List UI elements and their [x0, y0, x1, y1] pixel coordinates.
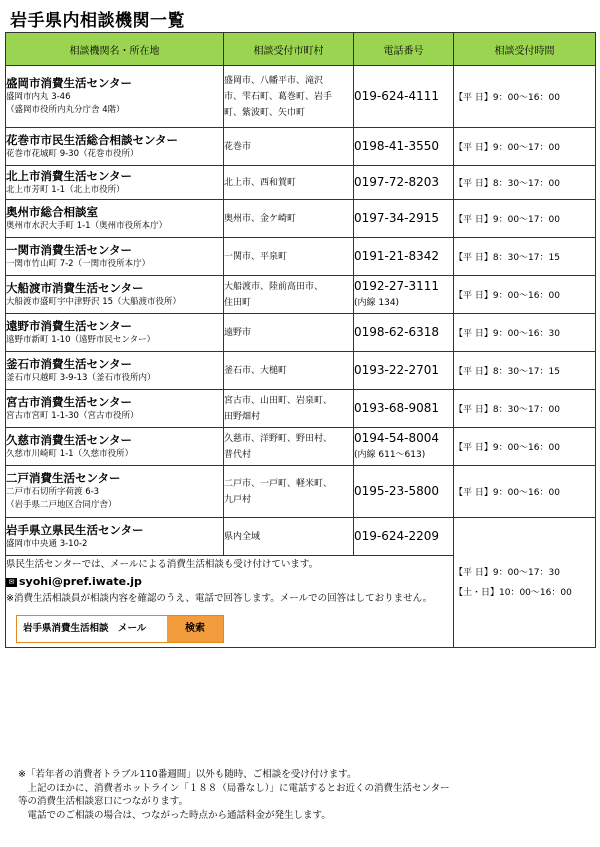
organization-cell — [6, 66, 224, 128]
area-line: 二戸市、一戸町、軽米町、 — [224, 478, 333, 489]
area-line: 花巻市 — [224, 141, 252, 152]
footnote: 上記のほかに、消費者ホットライン「１８８（局番なし）」に電話するとお近くの消費生活センター — [18, 782, 450, 794]
organization-cell — [6, 390, 224, 428]
area-line: 宮古市、山田町、岩泉町、 — [224, 395, 333, 406]
table-row — [6, 200, 596, 238]
header-hours: 相談受付時間 — [454, 33, 596, 66]
area-cell — [224, 314, 354, 352]
area-line: 大船渡市、陸前高田市、 — [224, 281, 324, 292]
organization-address: 宮古市宮町 1-1-30（宮古市役所） — [6, 410, 139, 421]
organization-address: （岩手県二戸地区合同庁舎） — [6, 500, 117, 510]
organization-name: 久慈市消費生活センター — [6, 432, 133, 447]
table-row — [6, 238, 596, 276]
area-cell — [224, 390, 354, 428]
organization-address: 釜石市只越町 3-9-13（釜石市役所内） — [6, 372, 156, 383]
organization-name: 奥州市総合相談室 — [6, 204, 98, 219]
footnote: ※「若年者の消費者トラブル110番週間」以外も随時、ご相談を受け付けます。 — [18, 769, 357, 780]
organization-name: 花巻市市民生活総合相談センター — [6, 132, 179, 147]
organization-address: 盛岡市中央通 3-10-2 — [6, 538, 88, 549]
table-row — [6, 276, 596, 314]
search-button[interactable]: 検索 — [167, 616, 223, 642]
phone-number: 0192-27-3111 — [354, 278, 440, 293]
organization-name: 二戸消費生活センター — [6, 471, 121, 485]
organization-name: 釜石市消費生活センター — [6, 356, 133, 371]
tel-cell — [354, 200, 454, 238]
area-cell — [224, 352, 354, 390]
email-address[interactable] — [6, 573, 453, 590]
hours-cell: 【平 日】8：30～17：00 — [454, 390, 596, 428]
hours-cell — [454, 518, 596, 648]
hours-cell: 【平 日】9：00～16：00 — [454, 276, 596, 314]
phone-number: 0198-41-3550 — [354, 139, 440, 153]
organization-address: 遠野市新町 1-10（遠野市民センター） — [6, 334, 156, 345]
phone-number: 0193-22-2701 — [354, 363, 440, 377]
phone-number: 0197-34-2915 — [354, 211, 440, 225]
organization-address: 北上市芳町 1-1（北上市役所） — [6, 184, 125, 195]
mail-icon: ✉ — [6, 578, 17, 587]
hours-cell: 【平 日】8：30～17：00 — [454, 166, 596, 200]
hours-cell: 【平 日】9：00～17：00 — [454, 200, 596, 238]
area-cell — [224, 276, 354, 314]
area-line: 遠野市 — [224, 327, 252, 338]
organization-name: 一関市消費生活センター — [6, 242, 133, 257]
hours-cell: 【平 日】8：30～17：15 — [454, 238, 596, 276]
hours-cell: 【平 日】9：00～16：00 — [454, 66, 596, 128]
area-line: 田野畑村 — [224, 411, 261, 422]
organization-address: 花巻市花城町 9-30（花巻市役所） — [6, 148, 139, 159]
phone-number: 0195-23-5800 — [354, 484, 440, 498]
area-cell — [224, 128, 354, 166]
phone-number: 019-624-4111 — [354, 89, 440, 103]
area-line: 普代村 — [224, 449, 252, 460]
hours-cell: 【平 日】9：00～16：00 — [454, 428, 596, 466]
organization-cell — [6, 518, 224, 556]
table-row — [6, 518, 596, 556]
table-row — [6, 390, 596, 428]
phone-number: 0197-72-8203 — [354, 175, 440, 189]
organization-cell — [6, 352, 224, 390]
tel-cell — [354, 390, 454, 428]
phone-number: 019-624-2209 — [354, 518, 454, 556]
phone-number: 0194-54-8004 — [354, 430, 440, 445]
organization-name: 岩手県立県民生活センター — [6, 522, 144, 537]
area-cell — [224, 238, 354, 276]
tel-cell — [354, 66, 454, 128]
email-info-cell — [6, 556, 454, 648]
area-line: 盛岡市、八幡平市、滝沢 — [224, 75, 324, 86]
phone-number: 0193-68-9081 — [354, 401, 440, 415]
email-note: 県民生活センターでは、メールによる消費生活相談も受け付けています。 — [6, 559, 319, 570]
area-cell — [224, 166, 354, 200]
area-line: 市、雫石町、葛巻町、岩手 — [224, 91, 333, 102]
consultation-table — [5, 32, 596, 648]
organization-cell — [6, 428, 224, 466]
area-line: 九戸村 — [224, 494, 252, 505]
weekend-hours: 【土・日】10：00～16：00 — [454, 587, 572, 598]
area-line: 久慈市、洋野町、野田村、 — [224, 433, 333, 444]
footnote: 等の消費生活相談窓口につながります。 — [18, 796, 189, 807]
organization-cell — [6, 238, 224, 276]
organization-address: 盛岡市内丸 3-46 — [6, 92, 71, 102]
table-row — [6, 166, 596, 200]
table-row — [6, 352, 596, 390]
area-line: 北上市、西和賀町 — [224, 177, 297, 188]
table-row — [6, 314, 596, 352]
area-cell — [224, 428, 354, 466]
organization-address: （盛岡市役所内丸分庁舎 4階） — [6, 105, 125, 115]
page-title: 岩手県内相談機関一覧 — [10, 11, 185, 31]
hours-cell: 【平 日】8：30～17：15 — [454, 352, 596, 390]
header-tel: 電話番号 — [354, 33, 454, 66]
tel-cell — [354, 166, 454, 200]
area-cell: 県内全域 — [224, 518, 354, 556]
area-cell — [224, 466, 354, 518]
table-row — [6, 466, 596, 518]
table-header-row — [6, 33, 596, 66]
phone-number: 0191-21-8342 — [354, 249, 440, 263]
organization-cell — [6, 128, 224, 166]
tel-cell — [354, 276, 454, 314]
header-area: 相談受付市町村 — [224, 33, 354, 66]
tel-cell — [354, 238, 454, 276]
organization-cell — [6, 276, 224, 314]
header-organization: 相談機関名・所在地 — [6, 33, 224, 66]
footnotes — [18, 768, 593, 822]
hours-cell: 【平 日】9：00～17：00 — [454, 128, 596, 166]
search-input[interactable]: 岩手県消費生活相談 メール — [17, 616, 167, 642]
organization-name: 遠野市消費生活センター — [6, 318, 133, 333]
organization-name: 盛岡市消費生活センター — [6, 76, 133, 90]
organization-cell — [6, 466, 224, 518]
tel-cell — [354, 128, 454, 166]
organization-address: 大船渡市盛町宇中津野沢 15（大船渡市役所） — [6, 296, 182, 307]
tel-cell — [354, 352, 454, 390]
tel-cell — [354, 466, 454, 518]
weekday-hours: 【平 日】9：00～17：30 — [454, 567, 560, 578]
table-row — [6, 66, 596, 128]
organization-address: 久慈市川崎町 1-1（久慈市役所） — [6, 448, 134, 459]
email-text: syohi@pref.iwate.jp — [19, 575, 142, 588]
area-line: 住田町 — [224, 297, 252, 308]
organization-address: 二戸市石切所字荷渡 6-3 — [6, 487, 100, 497]
hours-cell: 【平 日】9：00～16：00 — [454, 466, 596, 518]
area-line: 奥州市、金ケ崎町 — [224, 213, 297, 224]
table-row — [6, 428, 596, 466]
area-cell — [224, 200, 354, 238]
area-line: 町、紫波町、矢巾町 — [224, 107, 306, 118]
extension: (内線 611～613) — [354, 449, 426, 460]
organization-name: 大船渡市消費生活センター — [6, 280, 144, 295]
tel-cell — [354, 314, 454, 352]
extension: (内線 134) — [354, 297, 400, 308]
search-bar — [16, 615, 224, 643]
organization-cell — [6, 200, 224, 238]
table-row — [6, 128, 596, 166]
organization-name: 北上市消費生活センター — [6, 168, 133, 183]
phone-number: 0198-62-6318 — [354, 325, 440, 339]
organization-cell — [6, 314, 224, 352]
area-cell — [224, 66, 354, 128]
organization-address: 奥州市水沢大手町 1-1（奥州市役所本庁） — [6, 220, 168, 231]
area-line: 一関市、平泉町 — [224, 251, 288, 262]
organization-name: 宮古市消費生活センター — [6, 394, 133, 409]
hours-cell: 【平 日】9：00～16：30 — [454, 314, 596, 352]
organization-cell — [6, 166, 224, 200]
footnote: 電話でのご相談の場合は、つながった時点から通話料金が発生します。 — [18, 809, 331, 821]
tel-cell — [354, 428, 454, 466]
area-line: 釜石市、大槌町 — [224, 365, 288, 376]
reply-note: ※消費生活相談員が相談内容を確認のうえ、電話で回答します。メールでの回答はしておりません。 — [6, 593, 433, 604]
organization-address: 一関市竹山町 7-2（一関市役所本庁） — [6, 258, 151, 269]
